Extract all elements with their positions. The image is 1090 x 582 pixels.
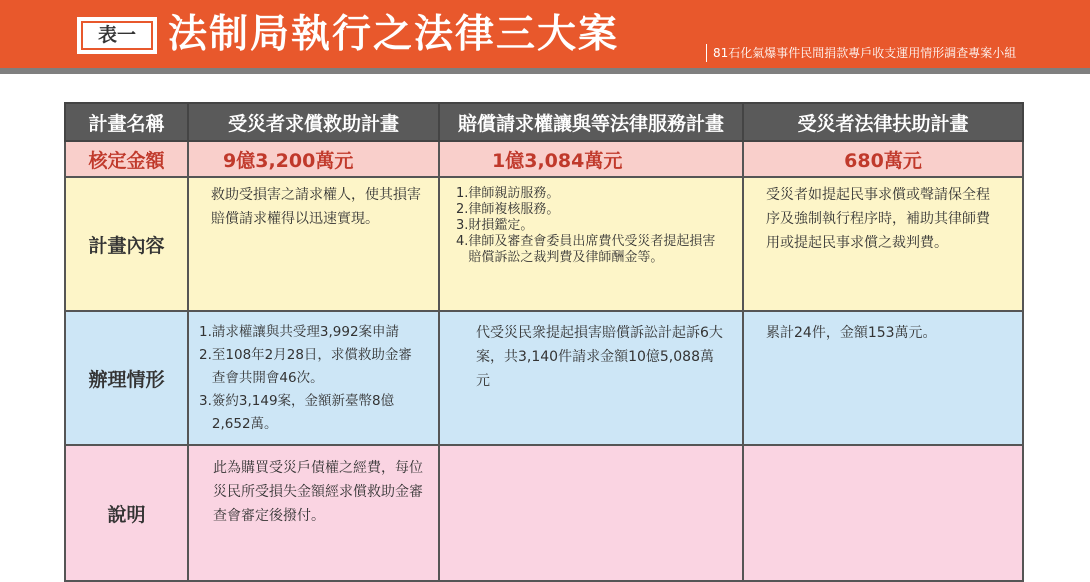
table-header-row [65,103,1023,141]
amount-relief-plan: 9億3,200萬元 [188,141,439,177]
content-legal-aid-plan: 受災者如提起民事求償或聲請保全程序及強制執行程序時，補助其律師費用或提起民事求償之裁判費。 [766,187,990,251]
list-item: 2. 律師複核服務。 [456,202,560,217]
header-divider [0,68,1090,74]
header-cell-legal-service-plan: 賠償請求權讓與等法律服務計畫 [439,103,743,141]
status-row [65,311,1023,445]
content-legal-service-plan-cell [439,177,743,311]
amount-row [65,141,1023,177]
status-legal-service-plan-cell [439,311,743,445]
header-cell-relief-plan: 受災者求償救助計畫 [188,103,439,141]
list-item: 2. 至108年2月28日，求償救助金審查會共開會46次。 [199,347,412,386]
source-caption: 81石化氣爆事件民間捐款專戶收支運用情形調查專案小組 [706,44,1016,62]
list-item: 3. 簽約3,149案，金額新臺幣8億2,652萬。 [199,393,395,432]
header-cell-plan-name: 計畫名稱 [65,103,188,141]
note-legal-service-plan-cell [439,445,743,581]
amount-label: 核定金額 [65,141,188,177]
list-item: 1. 律師親訪服務。 [456,186,560,201]
status-relief-plan-list [189,312,438,436]
note-row [65,445,1023,581]
page-title: 法制局執行之法律三大案 [168,12,620,57]
content-legal-aid-plan-cell [743,177,1023,311]
status-legal-service-plan: 代受災民衆提起損害賠償訴訟計起訴6大案，共3,140件請求金額10億5,088萬元 [476,325,723,389]
status-relief-plan-cell [188,311,439,445]
note-relief-plan-cell [188,445,439,581]
plans-table [64,102,1024,582]
list-item: 1. 請求權讓與共受理3,992案申請 [199,324,400,340]
content-label: 計畫內容 [65,177,188,311]
status-label: 辦理情形 [65,311,188,445]
list-item: 3. 財損鑑定。 [456,218,534,233]
amount-legal-aid-plan: 680萬元 [743,141,1023,177]
note-label: 說明 [65,445,188,581]
note-legal-aid-plan-cell [743,445,1023,581]
content-legal-service-list [440,178,742,266]
table-number-badge: 表一 [79,19,155,52]
content-relief-plan: 救助受損害之請求權人，使其損害賠償請求權得以迅速實現。 [211,187,421,227]
status-legal-aid-plan-cell [743,311,1023,445]
header-cell-legal-aid-plan: 受災者法律扶助計畫 [743,103,1023,141]
content-row [65,177,1023,311]
status-legal-aid-plan: 累計24件，金額153萬元。 [766,325,937,341]
amount-legal-service-plan: 1億3,084萬元 [439,141,743,177]
content-relief-plan-cell [188,177,439,311]
note-relief-plan: 此為購買受災戶債權之經費，每位災民所受損失金額經求償救助金審查會審定後撥付。 [213,460,423,524]
list-item: 4. 律師及審查會委員出席費代受災者提起損害賠償訴訟之裁判費及律師酬金等。 [456,234,716,265]
